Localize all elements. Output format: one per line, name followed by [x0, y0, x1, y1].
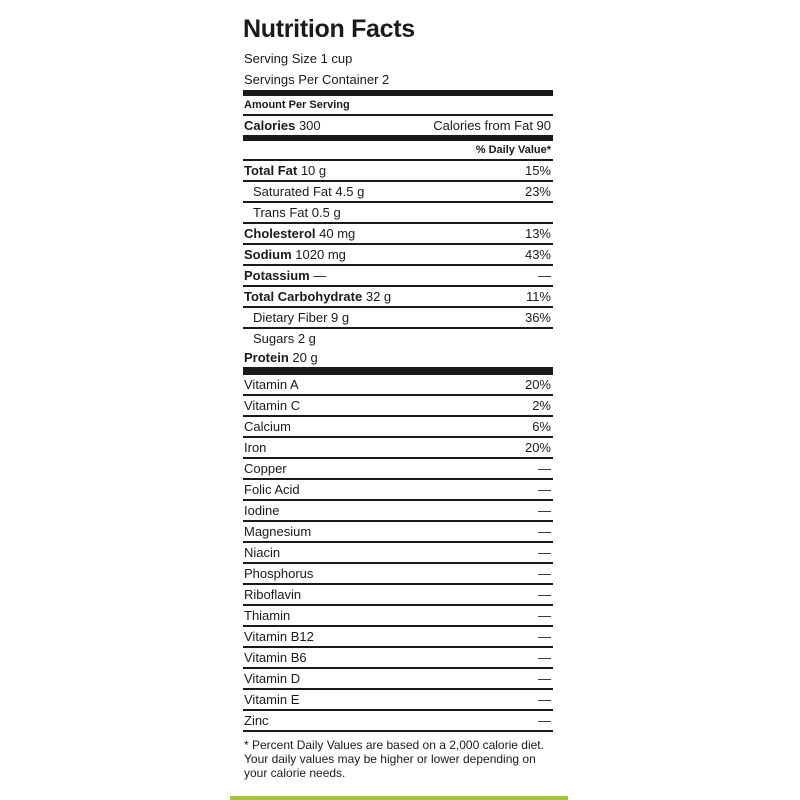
vitamin-daily-value: —	[538, 545, 551, 560]
nutrient-row	[243, 287, 553, 308]
nutrient-row	[243, 245, 553, 266]
nutrient-name: Saturated Fat	[253, 184, 332, 199]
vitamin-name: Vitamin E	[244, 692, 300, 707]
vitamin-daily-value: —	[538, 692, 551, 707]
nutrient-name: Dietary Fiber	[253, 310, 328, 325]
vitamin-daily-value: —	[538, 713, 551, 728]
vitamin-name: Copper	[244, 461, 287, 476]
nutrient-daily-value: 23%	[524, 184, 551, 199]
vitamin-row	[243, 564, 553, 585]
vitamin-daily-value: —	[538, 461, 551, 476]
vitamin-name: Vitamin A	[244, 377, 299, 392]
nutrient-row	[243, 266, 553, 287]
vitamin-row	[243, 438, 553, 459]
nutrient-amount: 10 g	[300, 163, 327, 178]
nutrition-facts-label	[243, 14, 553, 780]
vitamin-daily-value: —	[538, 503, 551, 518]
vitamin-row	[243, 648, 553, 669]
vitamin-name: Iron	[244, 440, 267, 455]
vitamin-daily-value: —	[538, 482, 551, 497]
serving-size: Serving Size 1 cup	[244, 51, 353, 66]
nutrient-name: Potassium	[244, 268, 310, 283]
nutrient-daily-value: —	[538, 268, 551, 283]
vitamin-row	[243, 501, 553, 522]
vitamin-daily-value: —	[538, 566, 551, 581]
vitamin-name: Vitamin B12	[244, 629, 314, 644]
nutrient-amount: —	[313, 268, 327, 283]
vitamin-daily-value: 2%	[532, 398, 551, 413]
vitamin-daily-value: —	[538, 608, 551, 623]
vitamin-row	[243, 669, 553, 690]
nutrient-name: Trans Fat	[253, 205, 309, 220]
nutrient-row	[243, 224, 553, 245]
daily-value-header: % Daily Value*	[243, 141, 553, 161]
vitamin-name: Zinc	[244, 713, 269, 728]
nutrient-amount: 4.5 g	[335, 184, 365, 199]
nutrient-row	[243, 329, 553, 348]
nutrient-amount: 0.5 g	[311, 205, 341, 220]
calories-label: Calories	[244, 118, 296, 133]
vitamin-row	[243, 459, 553, 480]
label-title: Nutrition Facts	[243, 15, 415, 43]
nutrient-daily-value: 43%	[524, 247, 551, 262]
vitamin-row	[243, 606, 553, 627]
vitamin-daily-value: —	[538, 671, 551, 686]
vitamin-daily-value: —	[538, 629, 551, 644]
nutrient-daily-value: 11%	[525, 289, 551, 304]
calories-row	[243, 116, 553, 137]
nutrient-daily-value: 36%	[524, 310, 551, 325]
vitamin-name: Phosphorus	[244, 566, 314, 581]
nutrient-amount: 9 g	[331, 310, 350, 325]
nutrient-list	[243, 161, 553, 369]
vitamin-name: Calcium	[244, 419, 291, 434]
vitamin-row	[243, 627, 553, 648]
vitamin-daily-value: 20%	[524, 440, 551, 455]
calories-value: 300	[298, 118, 321, 133]
vitamin-list	[243, 375, 553, 732]
vitamin-row	[243, 480, 553, 501]
nutrient-name: Sugars	[253, 331, 295, 346]
nutrient-row	[243, 203, 553, 224]
vitamin-name: Vitamin C	[244, 398, 301, 413]
vitamin-row	[243, 375, 553, 396]
nutrient-row	[243, 161, 553, 182]
vitamin-name: Riboflavin	[244, 587, 302, 602]
nutrient-row	[243, 308, 553, 329]
vitamin-name: Iodine	[244, 503, 280, 518]
vitamin-name: Vitamin D	[244, 671, 301, 686]
nutrient-name: Sodium	[244, 247, 292, 262]
vitamin-daily-value: 6%	[532, 419, 551, 434]
nutrient-amount: 20 g	[292, 350, 318, 365]
vitamin-row	[243, 711, 553, 732]
vitamin-row	[243, 690, 553, 711]
nutrient-name: Protein	[244, 350, 289, 365]
amount-per-serving: Amount Per Serving	[243, 96, 553, 116]
servings-per-container: Servings Per Container 2	[244, 72, 390, 87]
nutrient-amount: 1020 mg	[295, 247, 346, 262]
vitamin-daily-value: 20%	[524, 377, 551, 392]
nutrient-daily-value: 15%	[524, 163, 551, 178]
vitamin-daily-value: —	[538, 587, 551, 602]
nutrient-amount: 40 mg	[319, 226, 356, 241]
nutrient-amount: 32 g	[365, 289, 392, 304]
vitamin-row	[243, 522, 553, 543]
accent-bar	[230, 796, 568, 800]
vitamin-daily-value: —	[538, 524, 551, 539]
footnote: * Percent Daily Values are based on a 2,000 calorie diet. Your daily values may be higher or lower depending on your calorie needs.	[244, 738, 544, 780]
vitamin-row	[243, 396, 553, 417]
vitamin-name: Thiamin	[244, 608, 291, 623]
nutrient-row	[243, 348, 553, 369]
nutrient-row	[243, 182, 553, 203]
nutrient-amount: 2 g	[297, 331, 316, 346]
nutrient-name: Total Carbohydrate	[244, 289, 363, 304]
nutrient-daily-value: 13%	[524, 226, 551, 241]
nutrient-name: Cholesterol	[244, 226, 316, 241]
vitamin-name: Magnesium	[244, 524, 312, 539]
vitamin-name: Folic Acid	[244, 482, 300, 497]
calories-from-fat: Calories from Fat 90	[433, 118, 551, 133]
vitamin-name: Vitamin B6	[244, 650, 307, 665]
vitamin-row	[243, 585, 553, 606]
vitamin-row	[243, 417, 553, 438]
vitamin-daily-value: —	[538, 650, 551, 665]
vitamin-name: Niacin	[244, 545, 281, 560]
nutrient-name: Total Fat	[244, 163, 298, 178]
vitamin-row	[243, 543, 553, 564]
